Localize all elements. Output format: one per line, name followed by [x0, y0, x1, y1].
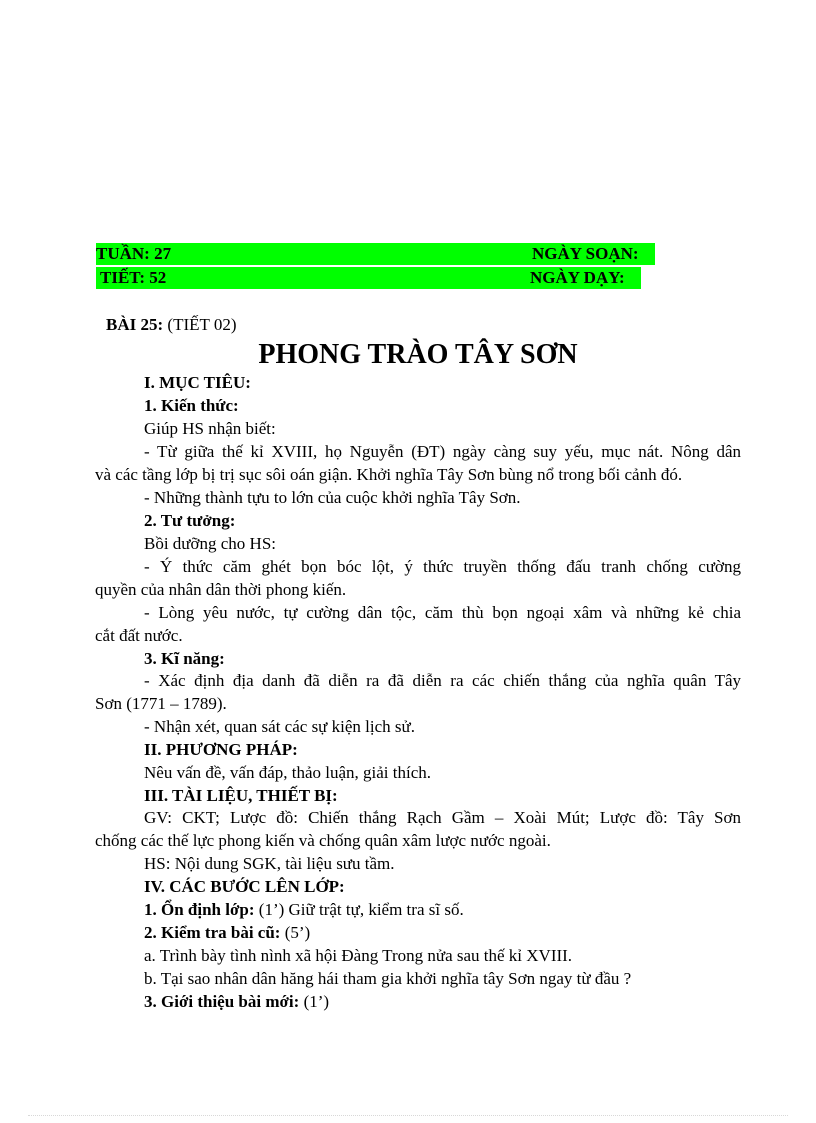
page-bottom-border [28, 1115, 788, 1116]
teach-date-label: NGÀY DẠY: [530, 268, 625, 287]
step-2-question-b: b. Tại sao nhân dân hăng hái tham gia khởi nghĩa tây Sơn ngay từ đầu ? [144, 969, 632, 988]
step-3-label: 3. Giới thiệu bài mới: [144, 992, 300, 1011]
week-label: TUẦN: 27 [96, 244, 172, 263]
knowledge-item-1-line-1: - Từ giữa thế kỉ XVIII, họ Nguyễn (ĐT) ngày càng suy yếu, mục nát. Nông dân [144, 442, 741, 461]
skills-heading: 3. Kĩ năng: [144, 649, 225, 668]
thought-item-2-line-2: cắt đất nước. [95, 626, 183, 645]
thought-heading: 2. Tư tưởng: [144, 511, 236, 530]
step-1-label: 1. Ổn định lớp: [144, 900, 255, 919]
thought-intro: Bồi dưỡng cho HS: [144, 534, 277, 553]
step-2 [144, 921, 310, 944]
thought-item-2-line-1: - Lòng yêu nước, tự cường dân tộc, căm thù bọn ngoại xâm và những kẻ chia [144, 603, 741, 622]
materials-gv-line-1: GV: CKT; Lược đồ: Chiến thắng Rạch Gầm – Xoài Mút; Lược đồ: Tây Sơn [144, 808, 741, 827]
skills-item-2: - Nhận xét, quan sát các sự kiện lịch sử. [144, 717, 415, 736]
materials-gv-line-2: chống các thế lực phong kiến và chống quân xâm lược nước ngoài. [95, 831, 551, 850]
knowledge-heading: 1. Kiến thức: [144, 396, 239, 415]
step-2-question-a: a. Trình bày tình nình xã hội Đàng Trong nửa sau thế kỉ XVIII. [144, 946, 573, 965]
skills-item-1-line-2: Sơn (1771 – 1789). [95, 694, 227, 713]
materials-hs: HS: Nội dung SGK, tài liệu sưu tầm. [144, 854, 395, 873]
step-1-text: (1’) Giữ trật tự, kiểm tra sĩ số. [254, 900, 464, 919]
materials-heading: III. TÀI LIỆU, THIẾT BỊ: [144, 786, 338, 805]
prep-date-label: NGÀY SOẠN: [532, 244, 639, 263]
period-label: TIẾT: 52 [100, 268, 167, 287]
step-2-text: (5’) [280, 923, 311, 942]
lesson-number: BÀI 25: [106, 315, 164, 334]
lesson-number-line [106, 313, 237, 336]
step-1 [144, 898, 464, 921]
page-title: PHONG TRÀO TÂY SƠN [258, 339, 578, 370]
thought-item-1-line-2: quyền của nhân dân thời phong kiến. [95, 580, 347, 599]
header-row-week [96, 243, 655, 265]
header-row-period [96, 267, 641, 289]
skills-item-1-line-1: - Xác định địa danh đã diễn ra đã diễn ra các chiến thắng của nghĩa quân Tây [144, 671, 741, 690]
objectives-heading: I. MỤC TIÊU: [144, 373, 251, 392]
knowledge-intro: Giúp HS nhận biết: [144, 419, 276, 438]
step-2-label: 2. Kiểm tra bài cũ: [144, 923, 281, 942]
methods-text: Nêu vấn đề, vấn đáp, thảo luận, giải thích. [144, 763, 432, 782]
steps-heading: IV. CÁC BƯỚC LÊN LỚP: [144, 877, 345, 896]
step-3 [144, 990, 329, 1013]
methods-heading: II. PHƯƠNG PHÁP: [144, 740, 298, 759]
lesson-period-note: (TIẾT 02) [167, 315, 237, 334]
thought-item-1-line-1: - Ý thức căm ghét bọn bóc lột, ý thức truyền thống đấu tranh chống cường [144, 557, 741, 576]
knowledge-item-1-line-2: và các tầng lớp bị trị sục sôi oán giận. Khởi nghĩa Tây Sơn bùng nổ trong bối cảnh đó. [95, 465, 683, 484]
step-3-text: (1’) [299, 992, 330, 1011]
knowledge-item-2: - Những thành tựu to lớn của cuộc khởi nghĩa Tây Sơn. [144, 488, 521, 507]
